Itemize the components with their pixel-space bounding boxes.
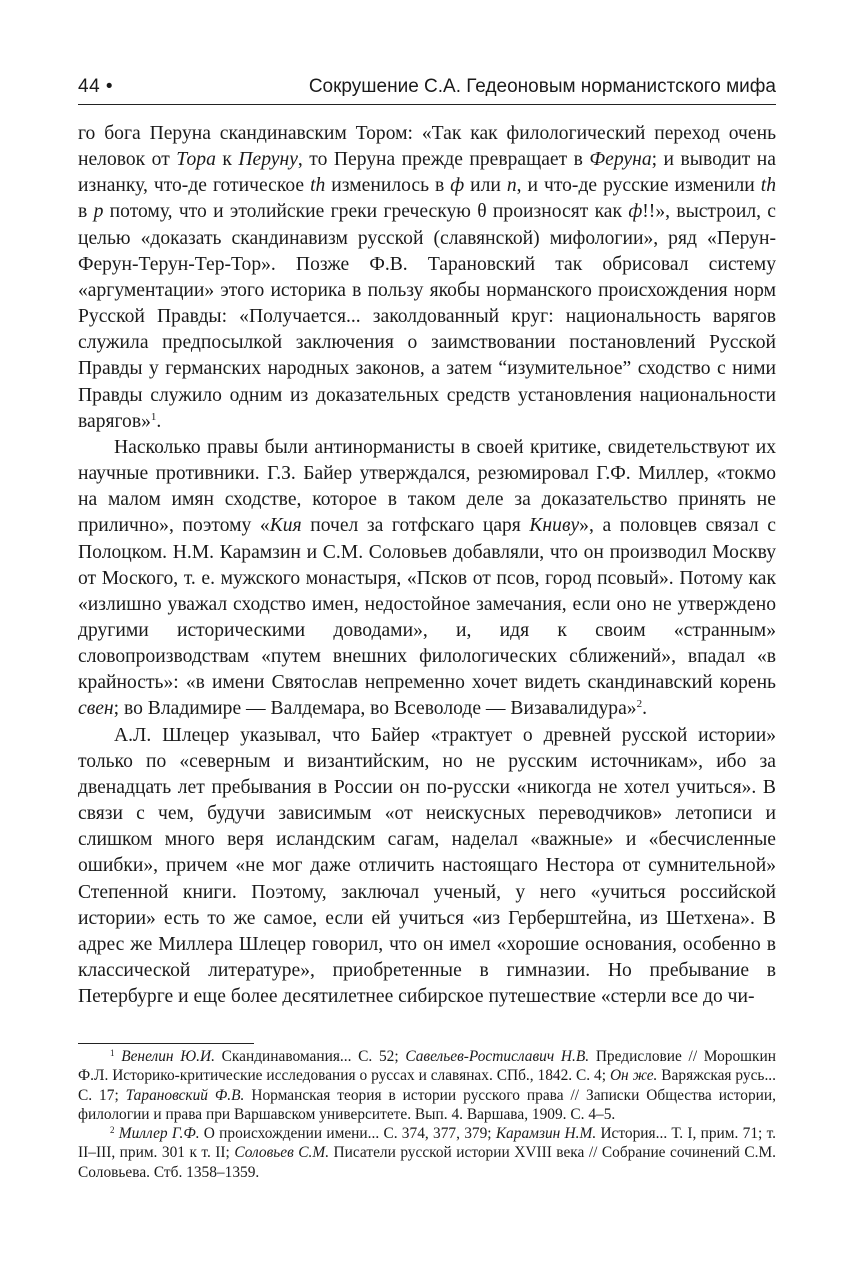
text-run: го бога Перуна скандинавским Тором: «Так как филологический переход очень неловок от [78, 123, 776, 171]
italic-term: р [93, 201, 104, 223]
author-name: Венелин Ю.И. [121, 1048, 215, 1065]
text-run: Варяжская русь... С. 17; [78, 1067, 776, 1104]
text-run: Скандинавомания... С. 52; [214, 1048, 406, 1065]
running-title: Сокрушение С.А. Гедеоновым норманистского мифа [308, 76, 776, 97]
text-run: О происхождении имени... С. 374, 377, 379; [199, 1125, 496, 1143]
italic-term: Кия [269, 515, 302, 537]
footnote-ref-2[interactable]: 2 [636, 698, 643, 711]
author-name: Он же. [609, 1067, 658, 1085]
text-run: изменилось в [325, 175, 451, 197]
text-run: . [156, 410, 162, 432]
text-run: История... Т. I, прим. 71; т. II–III, прим. 301 к т. II; [78, 1125, 776, 1162]
paragraph-1 [78, 121, 776, 435]
author-name: Савельев-Ростиславич Н.В. [405, 1048, 590, 1065]
italic-term: ф [628, 201, 643, 223]
author-name: Карамзин Н.М. [495, 1125, 597, 1143]
italic-term: ф [450, 175, 465, 197]
italic-term: Феруна [589, 149, 652, 171]
text-run: , и что-де русские изменили [516, 175, 761, 197]
text-run: Насколько правы были антинорманисты в своей критике, свидетельствуют их научные противники. Г.З. Байер утверждался, резюмировал Г.Ф. Миллер, «токмо на малом имян сходстве, которое в таком деле за доказательство принять не прилично», поэтому « [78, 436, 776, 537]
main-text [78, 121, 776, 1010]
text-run: почел за готфскаго царя [301, 515, 530, 537]
folio [78, 76, 113, 98]
paragraph-2 [78, 435, 776, 723]
footnote-marker: 2 [110, 1125, 115, 1136]
paragraph-3: А.Л. Шлецер указывал, что Байер «трактует о древней русской истории» только по «северным и византийским, но не русским источникам», ибо за двенадцать лет пребывания в России он по-русски «никогда не хотел учиться». В связи с чем, будучи зависимым «от неискусных переводчиков» летописи и слишком много веря исландским сагам, наделал «важные» и «бесчисленные ошибки», причем «не мог даже отличить настоящаго Нестора от сумнительной» Степенной книги. Поэтому, заключал ученый, у него «учиться российской истории» есть то же самое, если ей учиться «из Герберштейна, из Шетхена». В адрес же Миллера Шлецер говорил, что он имел «хорошие основания, особенно в классической литературе», приобретенные в гимназии. Но пребывание в Петербурге и еще более десятилетнее сибирское путешествие «стерли все до чи- [78, 724, 776, 1008]
text-run: Норманская теория в истории русского права // Записки Общества истории, филологии и права при Варшавском университете. Вып. 4. Варшава, 1909. С. 4–5. [78, 1086, 776, 1123]
text-run: . [642, 698, 647, 720]
author-name: Тарановский Ф.В. [125, 1086, 245, 1104]
footnotes [78, 1047, 776, 1182]
text-run: в [78, 201, 94, 223]
italic-term: п [506, 175, 517, 197]
text-run: или [464, 175, 507, 197]
folio-bullet: • [105, 76, 114, 97]
text-run: , то Перуна прежде превращает в [297, 149, 590, 171]
italic-term: Перуну [238, 149, 298, 171]
text-run: », а половцев связал с Полоцком. Н.М. Карамзин и С.М. Соловьев добавляли, что он производил Москву от Моского, т. е. мужского монастыря, «Псков от псов, город псовый». Потому как «излишно уважал сходство имен, недостойное замечания, если оно не утверждено другими историческими доводами», и, идя к своим «странным» словопроизводствам «путем внешних филологических сближений», впадал «в крайность»: «в имени Святослав непременно хочет видеть скандинавский корень [78, 515, 776, 694]
page-number: 44 [78, 76, 101, 97]
italic-term: свен [78, 698, 114, 720]
text-run: потому, что и этолийские греки греческую θ произносят как [103, 201, 629, 223]
footnote-2 [78, 1124, 776, 1182]
text-run: Писатели русской истории XVIII века // Собрание сочинений С.М. Соловьева. Стб. 1358–1359. [78, 1144, 777, 1181]
italic-term: Тора [176, 149, 216, 171]
text-run: ; и выводит на изнанку, что-де готическое [78, 149, 776, 197]
italic-term: th [760, 175, 777, 197]
author-name: Соловьев С.М. [234, 1144, 330, 1162]
italic-term: Книву [529, 515, 580, 537]
italic-term: th [310, 175, 326, 197]
text-run: ; во Владимире — Валдемара, во Всеволоде — Визавалидура» [113, 698, 637, 720]
text-run: !!», выстроил, с целью «доказать скандинавизм русской (славянской) мифологии», ряд «Перун-Ферун-Терун-Тер-Тор». Позже Ф.В. Тарановский так обрисовал систему «аргументации» этого историка в пользу якобы норманского происхождения норм Русской Правды: «Получается... заколдованный круг: национальность варягов служила предпосылкой заключения о заимствовании постановлений Русской Правды у германских народных законов, а затем “изумительное” сходство с ними Правды служило одним из доказательных средств установления национальности варягов» [78, 201, 776, 432]
footnote-marker: 1 [110, 1048, 115, 1058]
footnote-ref-1[interactable]: 1 [150, 410, 157, 423]
text-run: Предисловие // Морошкин Ф.Л. Историко-критические исследования о руссах и славянах. СПб., 1842. С. 4; [78, 1048, 776, 1085]
footnote-separator [78, 1043, 254, 1044]
author-name: Миллер Г.Ф. [118, 1125, 200, 1143]
text-run: к [215, 149, 239, 171]
footnote-1 [78, 1047, 776, 1124]
running-header [78, 76, 776, 105]
